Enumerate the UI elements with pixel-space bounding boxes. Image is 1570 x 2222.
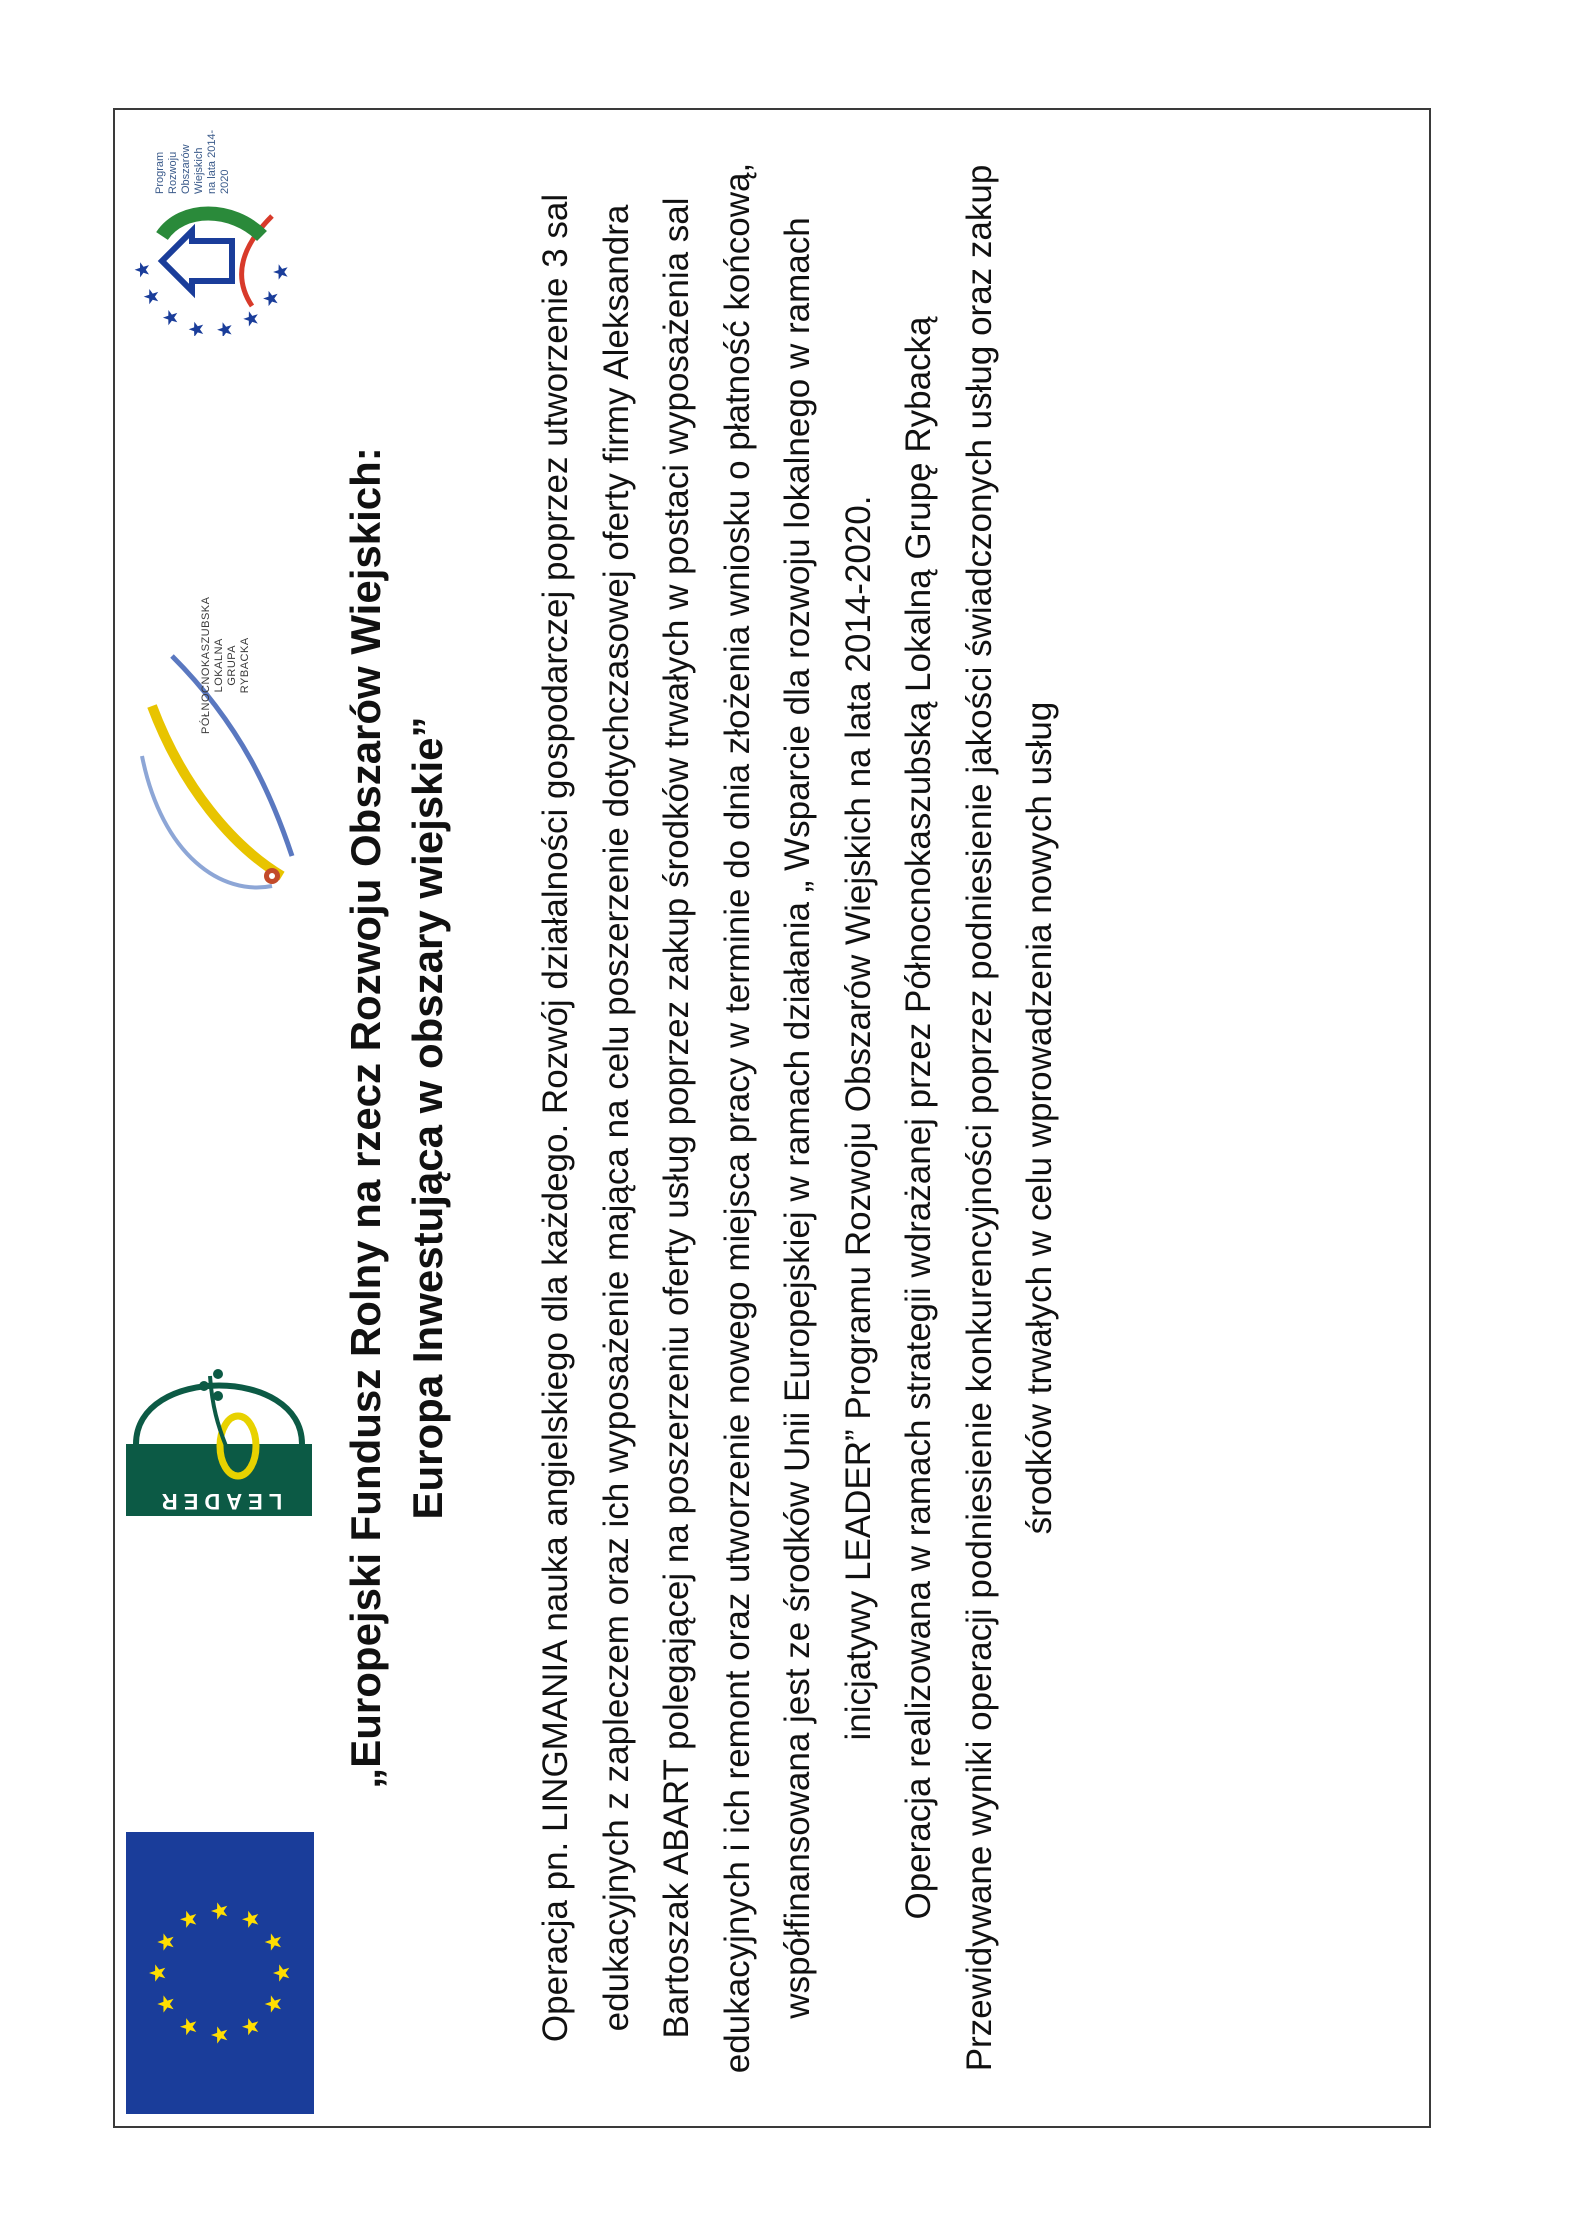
prow-line: Obszarów [180,144,192,194]
prow-line: na lata 2014-2020 [206,129,231,194]
plgr-line: RYBACKA [239,637,251,694]
rural-development-program-text [154,126,232,194]
prow-star-icon [163,310,177,325]
fishing-group-logo-text [200,597,252,734]
plgr-line: LOKALNA [213,638,225,693]
prow-star-icon [135,262,149,277]
plgr-line: GRUPA [226,644,238,686]
expected-results: Przewidywane wyniki operacji podniesienie konkurencyjności poprzez podniesienie jakości świadczonych usług oraz zakup środków trwałych w celu wprowadzenia nowych usług [959,164,1059,2072]
prow-line: Program [154,151,166,194]
leader-logo-text: LEADER [155,1489,283,1514]
title-line-1: „Europejski Fundusz Rolny na rzecz Rozwoju Obszarów Wiejskich: [342,447,389,1789]
prow-star-icon [217,322,232,336]
logo-row [114,110,314,2126]
title-line-2: Europa Inwestująca w obszary wiejskie” [404,716,451,1520]
body-text [526,138,1071,2098]
plgr-line: PÓŁNOCNOKASZUBSKA [200,596,212,734]
prow-star-icon [189,322,204,336]
prow-star-icon [243,311,257,326]
poster [114,110,1430,2126]
implementation-note: Operacja realizowana w ramach strategii wdrażanej przez Północnokaszubską Lokalną Grupę Rybacką [899,316,938,1920]
prow-star-icon [144,289,159,304]
prow-star-icon [263,291,278,306]
prow-line: Rozwoju [167,151,179,194]
fishing-group-logo [122,596,312,916]
eu-flag-logo [126,1832,314,2114]
prow-line: Wiejskich [193,147,205,194]
leader-logo [126,1330,312,1516]
operation-description: Operacja pn. LINGMANIA nauka angielskiego dla każdego. Rozwój działalności gospodarczej poprzez utworzenie 3 sal edukacyjnych z zapleczem oraz ich wyposażenie mająca na celu poszerzenie dotychczasowej oferty firmy Aleksandra Bartoszak ABART polegającej na poszerzeniu oferty usług poprzez zakup środków trwałych w postaci wyposażenia sal edukacyjnych i ich remont oraz utworzenie nowego miejsca pracy w terminie do dnia złożenia wniosku o płatność końcową, współfinansowana jest ze środków Unii Europejskiej w ramach działania „ Wsparcie dla rozwoju lokalnego w ramach inicjatywy LEADER” Programu Rozwoju Obszarów Wiejskich na lata 2014-2020. [536,162,878,2074]
rural-development-program-logo [122,126,312,336]
prow-star-icon [273,264,288,279]
